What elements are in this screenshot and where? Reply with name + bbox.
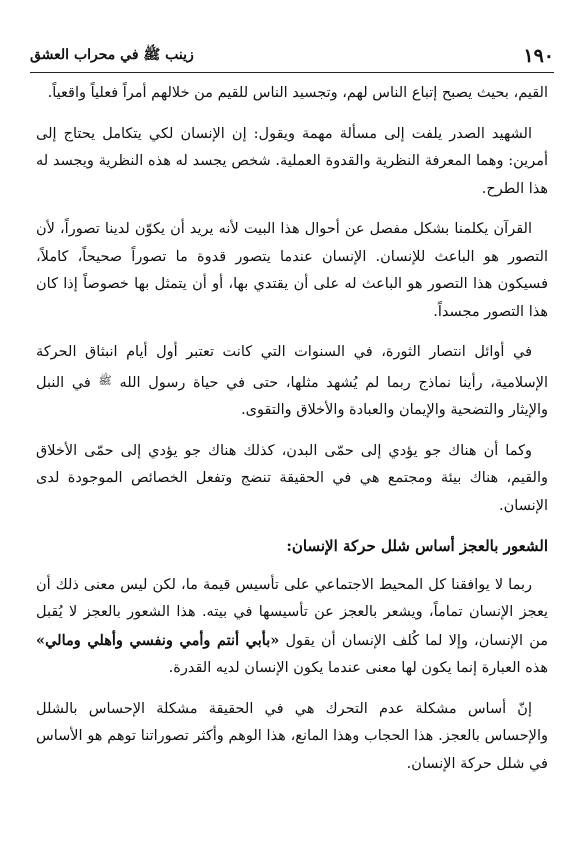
paragraph-6 (36, 572, 548, 683)
paragraph-6-text-a: ربما لا يوافقنا كل المحيط الاجتماعي على تأسيس قيمة ما، لكن ليس معنى ذلك أن يعجز الإنسان تماماً، ويشعر بالعجز عن تأسيسها في بيته. هذا الشعور بالعجز لا يُقبل من الإنسان، وإلا لما كُلف الإنسان أن يقول (36, 576, 548, 649)
page-header (30, 42, 554, 70)
paragraph-5: وكما أن هناك جو يؤدي إلى حمّى البدن، كذلك هناك جو يؤدي إلى حمّى الأخلاق والقيم، هناك بيئة ومجتمع هي في الحقيقة تنضج وتفعل الخصائص الموجودة لدى الإنسان. (36, 442, 548, 514)
section-heading: الشعور بالعجز أساس شلل حركة الإنسان: (286, 537, 548, 555)
paragraph-3: القرآن يكلمنا بشكل مفصل عن أحوال هذا البيت لأنه يريد أن يكوّن لدينا تصوراً، لأن التصور هو الباعث للإنسان. الإنسان عندما يتصور قدوة ما تصوراً صحيحاً، كاملاً، فسيكون هذا التصور هو الباعث له على أن يقتدي بها، أو أن يتمثل بها خصوصاً إذا كان هذا التصور مجسداً. (36, 221, 548, 320)
paragraph-4-text-a: في أوائل انتصار الثورة، في السنوات التي كانت تعتبر أول أيام انبثاق الحركة الإسلامية، رأينا نماذج ربما لم يُشهد مثلها، حتى في حياة رسول الله (36, 344, 548, 391)
ziyara-quote: «بأبي أنتم وأمي ونفسي وأهلي ومالي» (36, 631, 280, 649)
paragraph-4-text-b: في النبل والإيثار والتضحية والإيمان والعبادة والأخلاق والتقوى. (36, 374, 548, 418)
header-divider (30, 72, 554, 73)
page-body (36, 80, 548, 791)
paragraph-7: إنّ أساس مشكلة عدم التحرك هي في الحقيقة مشكلة الإحساس بالشلل والإحساس بالعجز. هذا الحجاب وهذا المانع، هذا الوهم وأكثر تصوراتنا توهم هو الأساس في شلل حركة الإنسان. (36, 700, 548, 772)
paragraph-6-text-b: هذه العبارة إنما يكون لها معنى عندما يكون الإنسان لديه القدرة. (168, 660, 548, 676)
paragraph-4 (36, 339, 548, 425)
running-title: زينب ﷺ في محراب العشق (30, 47, 194, 63)
paragraph-1: القيم، بحيث يصبح إتباع الناس لهم، وتجسيد الناس للقيم من خلالهم أمراً فعلياً واقعياً. (47, 85, 548, 101)
salawat-symbol: ﷺ (98, 373, 112, 387)
page-number: ١٩٠ (523, 45, 554, 67)
paragraph-2: الشهيد الصدر يلفت إلى مسألة مهمة ويقول: إن الإنسان لكي يتكامل يحتاج إلى أمرين: وهما المعرفة النظرية والقدوة العملية. شخص يجسد له هذه النظرية ويجسد له هذا الطرح. (36, 125, 548, 197)
